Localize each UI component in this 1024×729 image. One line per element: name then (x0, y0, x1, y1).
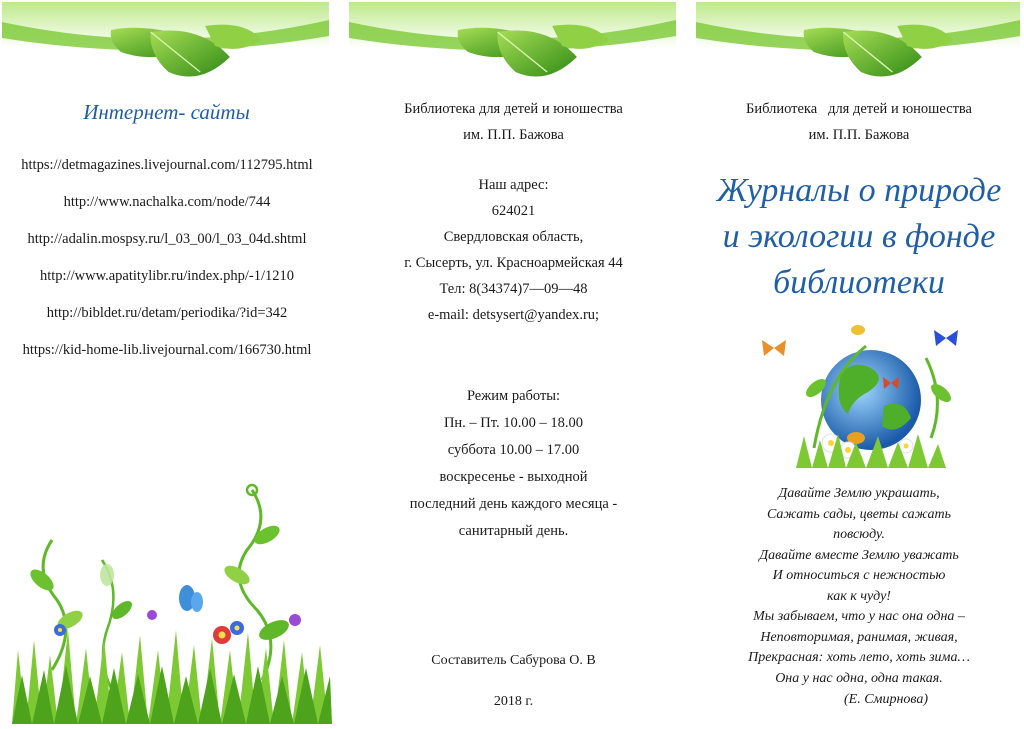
panel-internet-sites (0, 0, 333, 724)
poem-line: Сажать сады, цветы сажать (766, 506, 952, 522)
region: Свердловская область, (443, 229, 584, 245)
address-block (347, 172, 680, 328)
poem-line: И относиться с нежностью (772, 568, 946, 583)
poem-line: Она у нас одна, одна такая. (775, 670, 943, 686)
link-bibldet[interactable]: http://bibldet.ru/detam/periodika/?id=342 (46, 305, 288, 321)
grass-flowers-illustration (12, 480, 332, 724)
poem-line: Давайте вместе Землю уважать (759, 547, 959, 563)
year: 2018 г. (493, 694, 534, 709)
hours-sunday: воскресенье - выходной (439, 469, 588, 485)
poem-author: (Е. Смирнова) (844, 692, 929, 707)
poem-line: как к чуду! (827, 588, 891, 604)
leaf-banner-image (349, 2, 676, 86)
leaf-banner-image (696, 2, 1020, 86)
title-line1: Журналы о природе (716, 172, 1002, 209)
earth-globe-illustration (756, 318, 976, 468)
title-line3: библиотеки (773, 264, 945, 301)
library-name (694, 96, 1024, 148)
sites-heading: Интернет- сайты (83, 100, 250, 124)
hours-sanitary-line2: санитарный день. (458, 523, 569, 539)
postcode: 624021 (491, 203, 536, 219)
library-name-line2: им. П.П. Бажова (463, 127, 564, 143)
hours-saturday: суббота 10.00 – 17.00 (447, 442, 580, 458)
library-name-line2: им. П.П. Бажова (808, 127, 910, 143)
link-detmagazines[interactable]: https://detmagazines.livejournal.com/112795.html (21, 157, 313, 173)
hours-weekdays: Пн. – Пт. 10.00 – 18.00 (443, 415, 584, 431)
poem-line: Прекрасная: хоть лето, хоть зима… (748, 650, 970, 665)
link-nachalka[interactable]: http://www.nachalka.com/node/744 (63, 194, 271, 210)
panel-cover (694, 0, 1024, 724)
panel-contacts (347, 0, 680, 724)
email[interactable]: e-mail: detsysert@yandex.ru; (427, 307, 600, 323)
links-list (8, 147, 326, 369)
leaf-banner-image (2, 2, 329, 86)
poem-line: Мы забываем, что у нас она одна – (753, 609, 965, 624)
title-line2: и экологии в фонде (722, 218, 996, 255)
link-kid-home-lib[interactable]: https://kid-home-lib.livejournal.com/166730.html (22, 342, 312, 358)
library-name-line1: Библиотека для детей и юношества (746, 101, 972, 117)
link-adalin[interactable]: http://adalin.mospsy.ru/l_03_00/l_03_04d.shtml (27, 231, 307, 247)
address-label: Наш адрес: (478, 177, 549, 193)
library-name-line1: Библиотека для детей и юношества (404, 101, 623, 117)
library-name (347, 96, 680, 148)
poem-line: Неповторимая, ранимая, живая, (760, 629, 958, 645)
hours-label: Режим работы: (466, 388, 561, 404)
brochure-title (694, 168, 1024, 306)
phone: Тел: 8(34374)7—09—48 (439, 281, 588, 297)
street: г. Сысерть, ул. Красноармейская 44 (404, 255, 623, 271)
hours-sanitary-line1: последний день каждого месяца - (409, 496, 618, 512)
compiler: Составитель Сабурова О. В (431, 653, 596, 668)
opening-hours (347, 383, 680, 545)
poem (694, 484, 1024, 689)
poem-line: повсюду. (833, 527, 885, 542)
link-apatitylibr[interactable]: http://www.apatitylibr.ru/index.php/-1/1210 (40, 268, 294, 284)
poem-line: Давайте Землю украшать, (778, 486, 940, 501)
